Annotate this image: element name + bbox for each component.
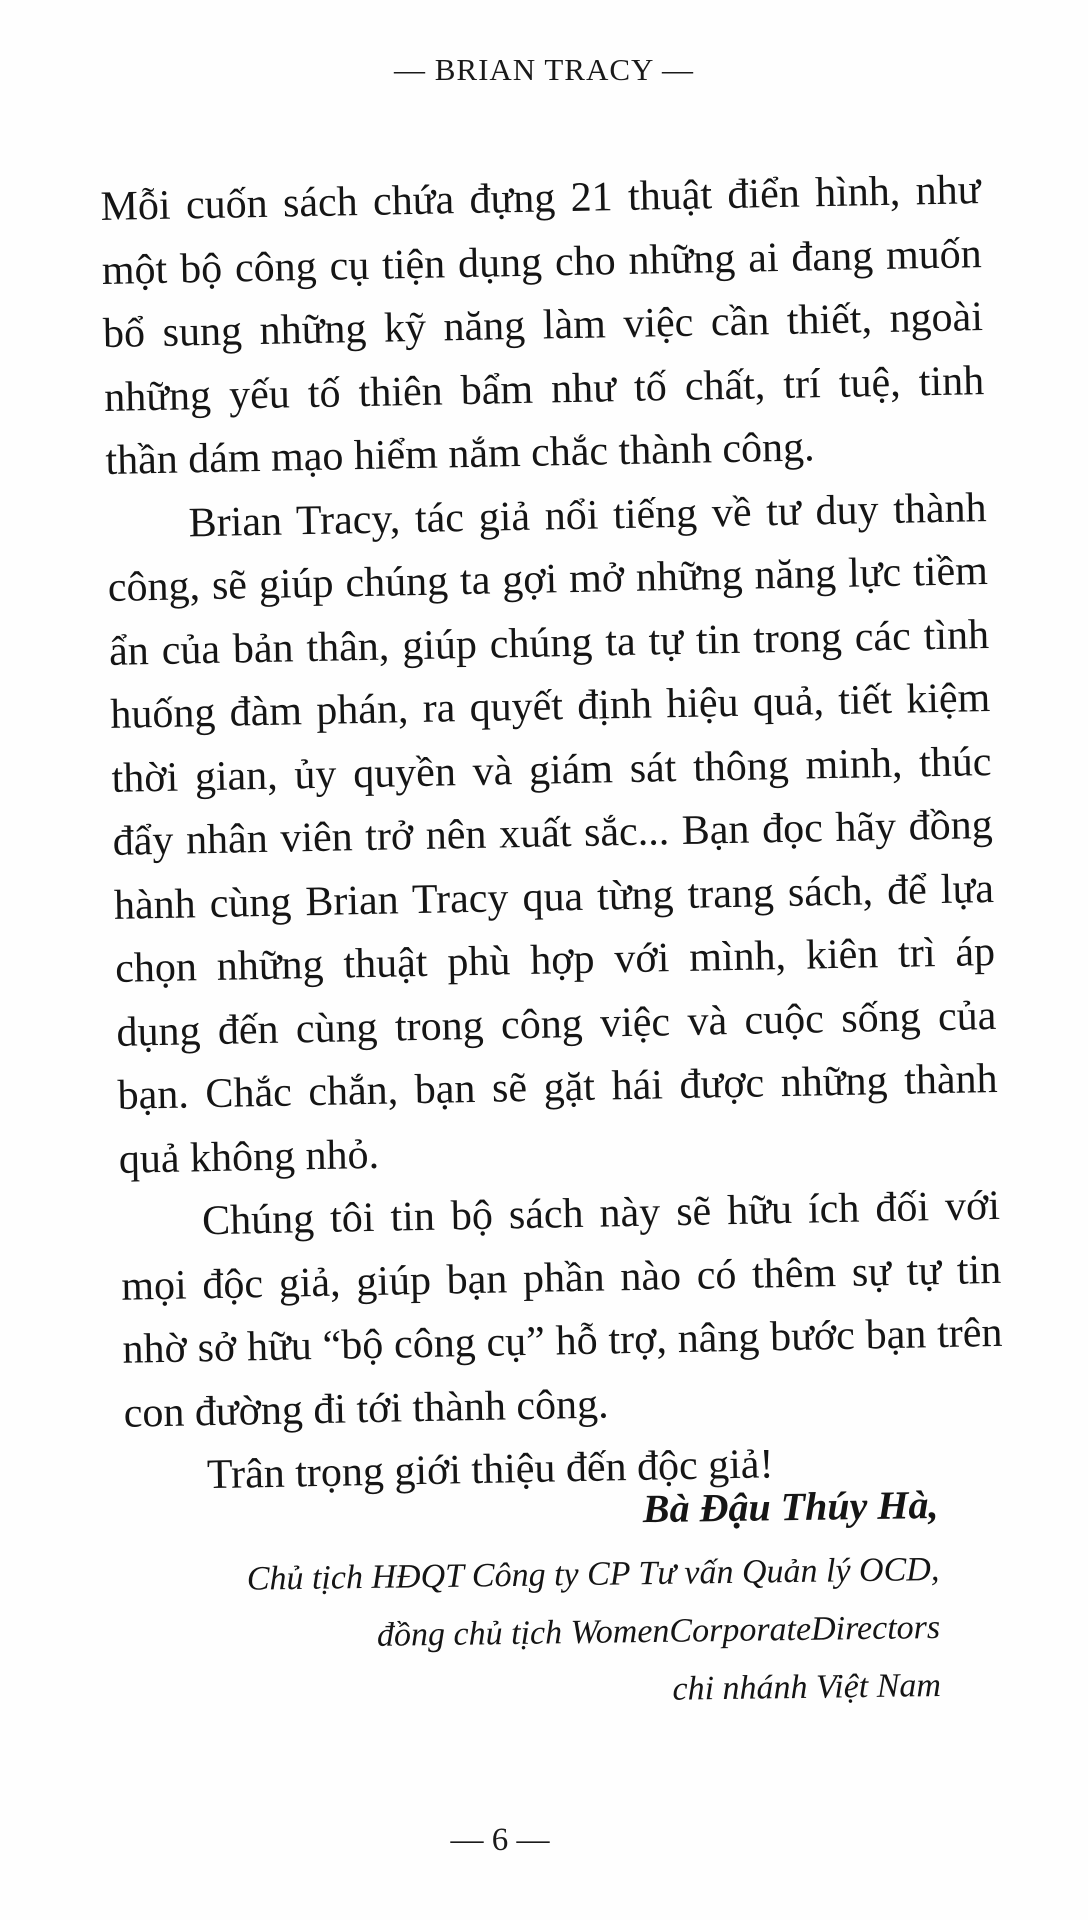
signatory-title-line-3: chi nhánh Việt Nam xyxy=(672,1666,942,1708)
paragraph-1: Mỗi cuốn sách chứa đựng 21 thuật điển hình, như một bộ công cụ tiện dụng cho những ai đang muốn bổ sung những kỹ năng làm việc cần thiết, ngoài những yếu tố thiên bẩm như tố chất, trí tuệ, tinh thần dám mạo hiểm nắm chắc thành công. xyxy=(100,167,985,484)
signatory-name: Bà Đậu Thúy Hà, xyxy=(642,1481,939,1532)
paragraph-closing: Trân trọng giới thiệu đến độc giả! xyxy=(206,1441,774,1499)
paragraph-2: Brian Tracy, tác giả nổi tiếng về tư duy thành công, sẽ giúp chúng ta gợi mở những năng lực tiềm ẩn của bản thân, giúp chúng ta tự tin trong các tình huống đàm phán, ra quyết định hiệu quả, tiết kiệm thời gian, ủy quyền và giám sát thông minh, thúc đẩy nhân viên trở nên xuất sắc... Bạn đọc hãy đồng hành cùng Brian Tracy qua từng trang sách, để lựa chọn những thuật phù hợp với mình, kiên trì áp dụng đến cùng trong công việc và cuộc sống của bạn. Chắc chắn, bạn sẽ gặt hái được những thành quả không nhỏ. xyxy=(107,484,998,1183)
running-head: — BRIAN TRACY — xyxy=(393,52,695,87)
signatory-title-line-1: Chủ tịch HĐQT Công ty CP Tư vấn Quản lý OCD, xyxy=(246,1550,940,1598)
body-text xyxy=(100,159,1005,1509)
signature-block xyxy=(118,1475,941,1726)
page-number: — 6 — xyxy=(450,1822,550,1858)
signatory-title-line-2: đồng chủ tịch WomenCorporateDirectors xyxy=(376,1608,941,1654)
paragraph-3: Chúng tôi tin bộ sách này sẽ hữu ích đối với mọi độc giả, giúp bạn phần nào có thêm sự tự tin nhờ sở hữu “bộ công cụ” hỗ trợ, nâng bước bạn trên con đường đi tới thành công. xyxy=(120,1182,1003,1437)
